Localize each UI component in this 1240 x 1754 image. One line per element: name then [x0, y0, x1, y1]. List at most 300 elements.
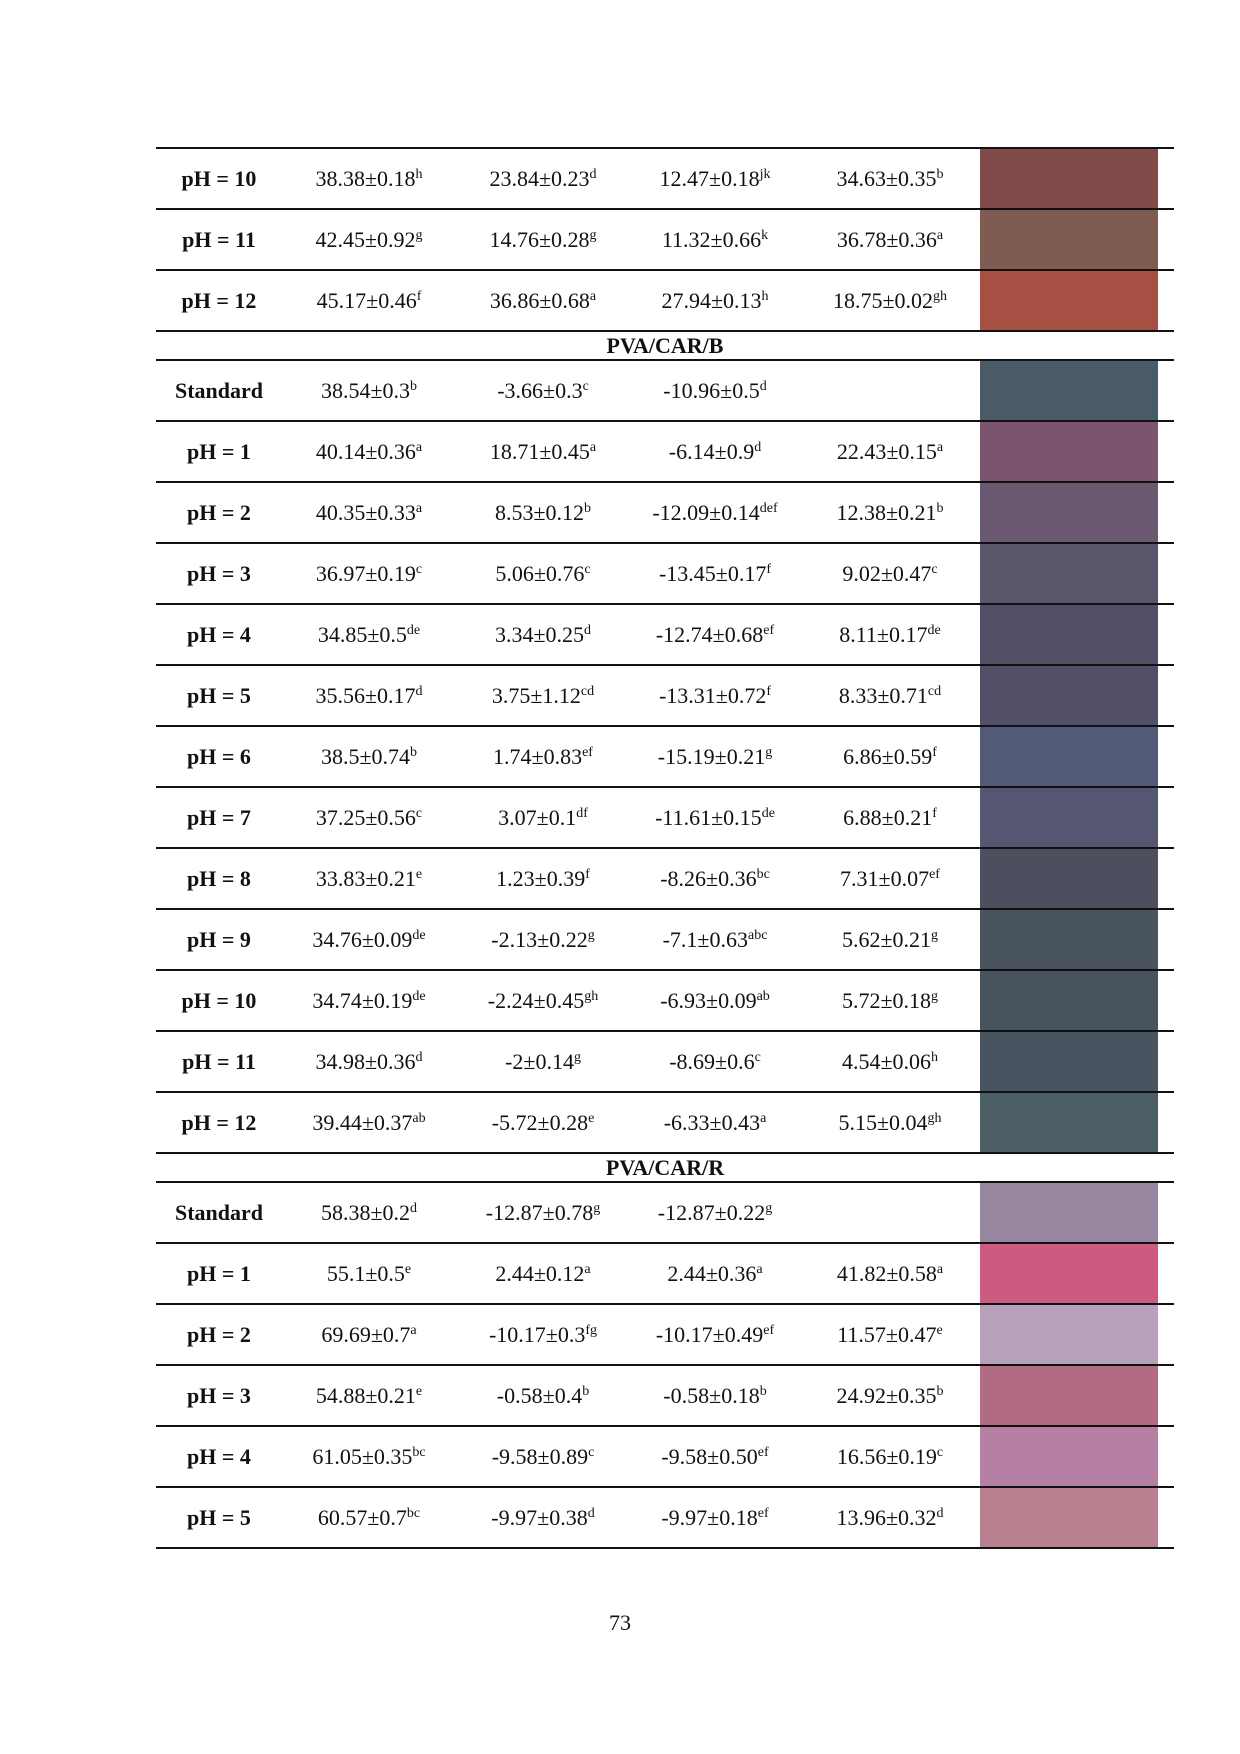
- significance-letter: g: [573, 1049, 581, 1065]
- a-value-cell: [456, 209, 630, 270]
- l-value-cell: [282, 909, 456, 970]
- chroma-value-cell: [800, 1182, 980, 1243]
- table-row: [156, 421, 1174, 482]
- significance-letter: bc: [406, 1505, 421, 1521]
- significance-letter: a: [415, 500, 423, 516]
- value-text: 13.96±0.32: [836, 1504, 937, 1530]
- color-swatch: [980, 849, 1158, 908]
- significance-letter: d: [584, 622, 592, 638]
- significance-letter: de: [761, 805, 775, 821]
- value-text: 45.17±0.46: [316, 287, 417, 313]
- value-text: 23.84±0.23: [489, 165, 590, 191]
- page-number: 73: [609, 1610, 631, 1635]
- row-label: pH = 12: [156, 1092, 282, 1153]
- significance-letter: g: [931, 927, 939, 943]
- significance-letter: de: [406, 622, 421, 638]
- significance-letter: de: [412, 988, 426, 1004]
- color-swatch-cell: [980, 360, 1174, 421]
- value-text: 40.14±0.36: [315, 438, 416, 464]
- color-swatch: [980, 788, 1158, 847]
- significance-letter: a: [410, 1322, 417, 1338]
- value-text: 36.86±0.68: [489, 287, 590, 313]
- significance-letter: f: [932, 805, 937, 821]
- value-text: -7.1±0.63: [662, 926, 748, 952]
- significance-letter: ef: [763, 1322, 775, 1338]
- value-text: 3.07±0.1: [498, 804, 577, 830]
- value-text: 2.44±0.36: [667, 1260, 757, 1286]
- row-label: pH = 2: [156, 1304, 282, 1365]
- color-swatch-cell: [980, 665, 1174, 726]
- significance-letter: c: [584, 561, 591, 577]
- significance-letter: g: [765, 744, 773, 760]
- value-text: 5.72±0.18: [841, 987, 932, 1013]
- value-text: 69.69±0.7: [321, 1321, 411, 1347]
- table-row: [156, 1487, 1174, 1548]
- b-value-cell: [630, 1426, 800, 1487]
- chroma-value-cell: [800, 909, 980, 970]
- l-value-cell: [282, 1092, 456, 1153]
- color-swatch: [980, 971, 1158, 1030]
- a-value-cell: [456, 543, 630, 604]
- table-row: [156, 1426, 1174, 1487]
- row-label: pH = 9: [156, 909, 282, 970]
- chroma-value-cell: [800, 148, 980, 209]
- value-text: 38.54±0.3: [320, 377, 411, 403]
- significance-letter: b: [936, 1383, 944, 1399]
- a-value-cell: [456, 665, 630, 726]
- value-text: 6.88±0.21: [843, 804, 933, 830]
- value-text: 7.31±0.07: [840, 865, 930, 891]
- significance-letter: b: [584, 500, 592, 516]
- row-label: pH = 1: [156, 421, 282, 482]
- value-text: -10.17±0.3: [488, 1321, 586, 1347]
- value-text: -12.87±0.78: [485, 1199, 594, 1225]
- a-value-cell: [456, 1243, 630, 1304]
- value-text: 39.44±0.37: [312, 1109, 413, 1135]
- value-text: 9.02±0.47: [842, 560, 932, 586]
- section-title: PVA/CAR/R: [156, 1153, 1174, 1182]
- b-value-cell: [630, 1487, 800, 1548]
- row-label: pH = 4: [156, 1426, 282, 1487]
- color-swatch-cell: [980, 1182, 1174, 1243]
- l-value-cell: [282, 1304, 456, 1365]
- row-label: pH = 3: [156, 1365, 282, 1426]
- significance-letter: ab: [756, 988, 770, 1004]
- color-swatch-cell: [980, 1304, 1174, 1365]
- l-value-cell: [282, 787, 456, 848]
- value-text: -3.66±0.3: [497, 377, 583, 403]
- value-text: 54.88±0.21: [315, 1382, 416, 1408]
- value-text: -9.97±0.38: [491, 1504, 588, 1530]
- l-value-cell: [282, 482, 456, 543]
- value-text: 8.33±0.71: [838, 682, 928, 708]
- b-value-cell: [630, 1304, 800, 1365]
- row-label: pH = 5: [156, 665, 282, 726]
- significance-letter: bc: [412, 1444, 426, 1460]
- b-value-cell: [630, 1365, 800, 1426]
- significance-letter: e: [588, 1110, 595, 1126]
- b-value-cell: [630, 848, 800, 909]
- significance-letter: cd: [927, 683, 942, 699]
- table-body: [156, 148, 1174, 1548]
- table-row: [156, 209, 1174, 270]
- significance-letter: fg: [585, 1322, 598, 1338]
- color-swatch-cell: [980, 270, 1174, 331]
- value-text: -9.97±0.18: [661, 1504, 758, 1530]
- table-row: [156, 543, 1174, 604]
- a-value-cell: [456, 482, 630, 543]
- value-text: 34.85±0.5: [317, 621, 407, 647]
- significance-letter: gh: [933, 288, 948, 304]
- value-text: 11.57±0.47: [837, 1321, 937, 1347]
- l-value-cell: [282, 1487, 456, 1548]
- l-value-cell: [282, 543, 456, 604]
- l-value-cell: [282, 726, 456, 787]
- a-value-cell: [456, 1092, 630, 1153]
- value-text: 11.32±0.66: [661, 226, 762, 252]
- value-text: 34.76±0.09: [312, 926, 413, 952]
- significance-letter: b: [582, 1383, 590, 1399]
- a-value-cell: [456, 970, 630, 1031]
- b-value-cell: [630, 148, 800, 209]
- value-text: 41.82±0.58: [836, 1260, 937, 1286]
- significance-letter: c: [582, 378, 589, 394]
- significance-letter: a: [589, 288, 597, 304]
- value-text: -13.45±0.17: [658, 560, 767, 586]
- significance-letter: h: [761, 288, 769, 304]
- color-swatch-cell: [980, 1426, 1174, 1487]
- value-text: 42.45±0.92: [315, 226, 416, 252]
- value-text: 61.05±0.35: [312, 1443, 413, 1469]
- significance-letter: jk: [759, 166, 771, 182]
- table-row: [156, 665, 1174, 726]
- chroma-value-cell: [800, 1365, 980, 1426]
- significance-letter: ef: [757, 1505, 769, 1521]
- color-swatch-cell: [980, 604, 1174, 665]
- significance-letter: de: [412, 927, 426, 943]
- l-value-cell: [282, 1426, 456, 1487]
- a-value-cell: [456, 1304, 630, 1365]
- a-value-cell: [456, 1365, 630, 1426]
- value-text: -5.72±0.28: [491, 1109, 589, 1135]
- chroma-value-cell: [800, 543, 980, 604]
- color-measurement-table: [156, 147, 1174, 1549]
- b-value-cell: [630, 1243, 800, 1304]
- value-text: -12.74±0.68: [655, 621, 764, 647]
- a-value-cell: [456, 1031, 630, 1092]
- color-swatch-cell: [980, 1243, 1174, 1304]
- significance-letter: g: [593, 1200, 601, 1216]
- significance-letter: c: [754, 1049, 761, 1065]
- value-text: -0.58±0.4: [496, 1382, 583, 1408]
- row-label: pH = 8: [156, 848, 282, 909]
- color-swatch-cell: [980, 848, 1174, 909]
- chroma-value-cell: [800, 665, 980, 726]
- significance-letter: b: [936, 166, 944, 182]
- chroma-value-cell: [800, 726, 980, 787]
- a-value-cell: [456, 148, 630, 209]
- significance-letter: f: [766, 561, 772, 577]
- value-text: 12.38±0.21: [836, 499, 937, 525]
- significance-letter: d: [415, 683, 423, 699]
- row-label: pH = 11: [156, 1031, 282, 1092]
- color-swatch: [980, 1244, 1158, 1303]
- significance-letter: f: [766, 683, 772, 699]
- color-swatch: [980, 1305, 1158, 1364]
- b-value-cell: [630, 360, 800, 421]
- b-value-cell: [630, 270, 800, 331]
- value-text: 22.43±0.15: [836, 438, 937, 464]
- b-value-cell: [630, 909, 800, 970]
- color-swatch: [980, 483, 1158, 542]
- value-text: -9.58±0.89: [491, 1443, 589, 1469]
- a-value-cell: [456, 360, 630, 421]
- value-text: 55.1±0.5: [326, 1260, 405, 1286]
- color-swatch-cell: [980, 543, 1174, 604]
- color-swatch: [980, 544, 1158, 603]
- a-value-cell: [456, 604, 630, 665]
- color-swatch-cell: [980, 1031, 1174, 1092]
- significance-letter: h: [415, 166, 423, 182]
- table-row: [156, 482, 1174, 543]
- row-label: Standard: [156, 360, 282, 421]
- table-row: [156, 787, 1174, 848]
- table-row: [156, 970, 1174, 1031]
- l-value-cell: [282, 148, 456, 209]
- b-value-cell: [630, 665, 800, 726]
- b-value-cell: [630, 421, 800, 482]
- significance-letter: g: [931, 988, 939, 1004]
- significance-letter: c: [931, 561, 938, 577]
- a-value-cell: [456, 270, 630, 331]
- value-text: 36.97±0.19: [315, 560, 416, 586]
- value-text: -6.14±0.9: [668, 438, 755, 464]
- significance-letter: a: [936, 227, 944, 243]
- a-value-cell: [456, 787, 630, 848]
- value-text: 12.47±0.18: [659, 165, 760, 191]
- value-text: 8.53±0.12: [494, 499, 585, 525]
- significance-letter: e: [936, 1322, 943, 1338]
- value-text: 3.75±1.12: [491, 682, 581, 708]
- significance-letter: gh: [584, 988, 599, 1004]
- significance-letter: b: [759, 1383, 767, 1399]
- l-value-cell: [282, 360, 456, 421]
- significance-letter: d: [759, 378, 767, 394]
- color-swatch-cell: [980, 148, 1174, 209]
- significance-letter: f: [932, 744, 937, 760]
- b-value-cell: [630, 604, 800, 665]
- value-text: 35.56±0.17: [315, 682, 416, 708]
- table-row: [156, 848, 1174, 909]
- value-text: -8.26±0.36: [660, 865, 757, 891]
- value-text: -12.87±0.22: [657, 1199, 766, 1225]
- b-value-cell: [630, 1031, 800, 1092]
- significance-letter: b: [410, 378, 418, 394]
- table-row: [156, 360, 1174, 421]
- b-value-cell: [630, 543, 800, 604]
- color-swatch-cell: [980, 970, 1174, 1031]
- significance-letter: a: [589, 439, 597, 455]
- significance-letter: a: [584, 1261, 591, 1277]
- significance-letter: d: [589, 166, 597, 182]
- value-text: -6.93±0.09: [660, 987, 757, 1013]
- table-row: [156, 1365, 1174, 1426]
- a-value-cell: [456, 909, 630, 970]
- section-header-row: [156, 331, 1174, 360]
- color-swatch: [980, 727, 1158, 786]
- color-swatch-cell: [980, 787, 1174, 848]
- chroma-value-cell: [800, 787, 980, 848]
- significance-letter: d: [936, 1505, 944, 1521]
- value-text: 4.54±0.06: [841, 1048, 932, 1074]
- color-swatch-cell: [980, 1487, 1174, 1548]
- color-swatch: [980, 210, 1158, 269]
- table-row: [156, 1182, 1174, 1243]
- value-text: -2±0.14: [505, 1048, 574, 1074]
- color-swatch: [980, 1366, 1158, 1425]
- table-row: [156, 1243, 1174, 1304]
- significance-letter: g: [415, 227, 423, 243]
- significance-letter: a: [756, 1261, 763, 1277]
- value-text: -11.61±0.15: [655, 804, 762, 830]
- l-value-cell: [282, 1243, 456, 1304]
- color-swatch-cell: [980, 1092, 1174, 1153]
- color-swatch-cell: [980, 209, 1174, 270]
- significance-letter: gh: [927, 1110, 942, 1126]
- chroma-value-cell: [800, 1092, 980, 1153]
- significance-letter: c: [936, 1444, 944, 1460]
- row-label: pH = 3: [156, 543, 282, 604]
- value-text: 40.35±0.33: [315, 499, 416, 525]
- a-value-cell: [456, 1182, 630, 1243]
- color-swatch: [980, 910, 1158, 969]
- chroma-value-cell: [800, 421, 980, 482]
- significance-letter: h: [931, 1049, 939, 1065]
- table-row: [156, 726, 1174, 787]
- l-value-cell: [282, 1031, 456, 1092]
- color-swatch-cell: [980, 482, 1174, 543]
- value-text: 16.56±0.19: [836, 1443, 937, 1469]
- value-text: -0.58±0.18: [663, 1382, 760, 1408]
- significance-letter: d: [587, 1505, 595, 1521]
- row-label: pH = 11: [156, 209, 282, 270]
- value-text: 5.62±0.21: [841, 926, 932, 952]
- value-text: 36.78±0.36: [836, 226, 937, 252]
- b-value-cell: [630, 970, 800, 1031]
- row-label: pH = 6: [156, 726, 282, 787]
- table-row: [156, 270, 1174, 331]
- significance-letter: e: [415, 1383, 423, 1399]
- l-value-cell: [282, 970, 456, 1031]
- significance-letter: ef: [763, 622, 775, 638]
- significance-letter: d: [754, 439, 762, 455]
- significance-letter: bc: [756, 866, 770, 882]
- significance-letter: f: [416, 288, 422, 304]
- b-value-cell: [630, 1092, 800, 1153]
- row-label: pH = 12: [156, 270, 282, 331]
- value-text: 24.92±0.35: [836, 1382, 937, 1408]
- chroma-value-cell: [800, 482, 980, 543]
- significance-letter: e: [404, 1261, 412, 1277]
- value-text: -15.19±0.21: [657, 743, 766, 769]
- chroma-value-cell: [800, 970, 980, 1031]
- chroma-value-cell: [800, 360, 980, 421]
- row-label: pH = 1: [156, 1243, 282, 1304]
- l-value-cell: [282, 270, 456, 331]
- value-text: 5.06±0.76: [495, 560, 585, 586]
- l-value-cell: [282, 665, 456, 726]
- table-row: [156, 604, 1174, 665]
- significance-letter: a: [760, 1110, 767, 1126]
- color-swatch: [980, 1183, 1158, 1242]
- value-text: -2.24±0.45: [487, 987, 585, 1013]
- value-text: -8.69±0.6: [669, 1048, 755, 1074]
- row-label: Standard: [156, 1182, 282, 1243]
- chroma-value-cell: [800, 270, 980, 331]
- significance-letter: ef: [582, 744, 593, 760]
- section-header-row: [156, 1153, 1174, 1182]
- color-swatch: [980, 1488, 1158, 1547]
- value-text: 6.86±0.59: [843, 743, 933, 769]
- significance-letter: c: [415, 805, 423, 821]
- l-value-cell: [282, 848, 456, 909]
- value-text: 34.74±0.19: [312, 987, 413, 1013]
- value-text: 34.63±0.35: [836, 165, 937, 191]
- significance-letter: c: [415, 561, 423, 577]
- color-swatch: [980, 605, 1158, 664]
- chroma-value-cell: [800, 1487, 980, 1548]
- significance-letter: d: [415, 1049, 423, 1065]
- significance-letter: a: [936, 1261, 944, 1277]
- chroma-value-cell: [800, 848, 980, 909]
- significance-letter: df: [576, 805, 588, 821]
- value-text: 34.98±0.36: [315, 1048, 416, 1074]
- chroma-value-cell: [800, 209, 980, 270]
- l-value-cell: [282, 421, 456, 482]
- value-text: 18.71±0.45: [489, 438, 590, 464]
- chroma-value-cell: [800, 1031, 980, 1092]
- color-swatch: [980, 422, 1158, 481]
- value-text: -10.17±0.49: [655, 1321, 764, 1347]
- l-value-cell: [282, 209, 456, 270]
- significance-letter: a: [936, 439, 944, 455]
- color-swatch: [980, 149, 1158, 208]
- value-text: 27.94±0.13: [661, 287, 762, 313]
- significance-letter: a: [415, 439, 423, 455]
- value-text: 38.5±0.74: [320, 743, 411, 769]
- chroma-value-cell: [800, 604, 980, 665]
- value-text: 60.57±0.7: [317, 1504, 407, 1530]
- row-label: pH = 10: [156, 970, 282, 1031]
- table-row: [156, 148, 1174, 209]
- value-text: 2.44±0.12: [495, 1260, 585, 1286]
- significance-letter: g: [765, 1200, 773, 1216]
- significance-letter: g: [587, 927, 595, 943]
- a-value-cell: [456, 848, 630, 909]
- color-swatch-cell: [980, 909, 1174, 970]
- color-swatch: [980, 1427, 1158, 1486]
- color-swatch-cell: [980, 421, 1174, 482]
- significance-letter: f: [585, 866, 590, 882]
- significance-letter: c: [588, 1444, 595, 1460]
- a-value-cell: [456, 1426, 630, 1487]
- b-value-cell: [630, 482, 800, 543]
- value-text: 5.15±0.04: [838, 1109, 928, 1135]
- color-swatch: [980, 666, 1158, 725]
- significance-letter: abc: [747, 927, 768, 943]
- row-label: pH = 4: [156, 604, 282, 665]
- color-swatch: [980, 1032, 1158, 1091]
